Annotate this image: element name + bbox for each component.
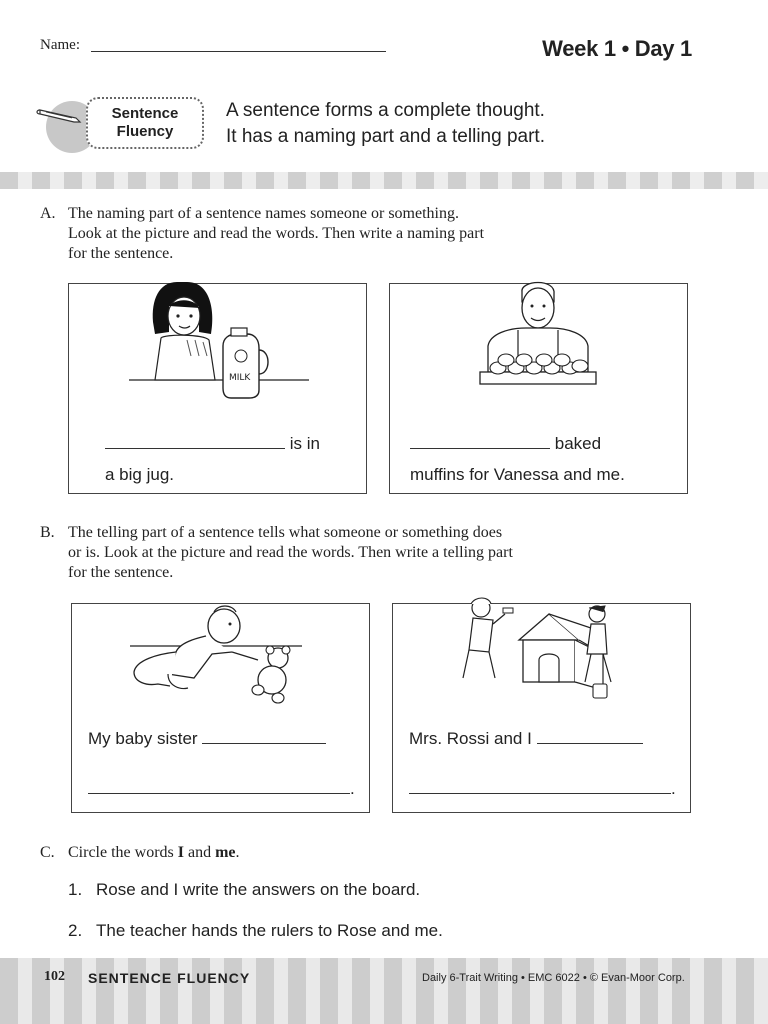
answer-blank[interactable] — [537, 743, 643, 744]
footer-band — [0, 958, 768, 1024]
intro-text — [226, 98, 545, 150]
intro-line-2: It has a naming part and a telling part. — [226, 126, 545, 147]
sentence-line-1 — [105, 434, 320, 454]
word-i: I — [177, 844, 184, 861]
list-item — [68, 921, 443, 941]
instruction-line: Look at the picture and read the words. Then write a naming part — [68, 225, 485, 242]
sentence-line-2: a big jug. — [105, 465, 174, 484]
answer-blank[interactable] — [409, 793, 671, 794]
instruction-period: . — [235, 844, 240, 861]
instruction-line: The telling part of a sentence tells what someone or something does — [68, 524, 503, 541]
stripe-divider — [0, 172, 768, 189]
week-day-heading: Week 1 • Day 1 — [542, 36, 692, 61]
sentence-text: Mrs. Rossi and I — [409, 729, 532, 748]
sentence-line-2 — [88, 779, 355, 799]
answer-blank[interactable] — [202, 743, 326, 744]
item-number: 2. — [68, 921, 83, 940]
instruction-text: Circle the words — [68, 844, 174, 861]
girl-with-milk-jug-icon — [125, 276, 315, 406]
item-text[interactable]: The teacher hands the rulers to Rose and me. — [96, 921, 443, 940]
name-label: Name: — [40, 37, 80, 53]
list-item — [68, 880, 420, 900]
sentence-line-2: muffins for Vanessa and me. — [410, 465, 625, 484]
section-b-instructions — [40, 523, 680, 585]
section-letter: B. — [40, 524, 55, 541]
section-letter: C. — [40, 844, 55, 861]
page-number: 102 — [44, 969, 65, 984]
kids-building-doghouse-icon — [453, 590, 633, 710]
instruction-text: and — [187, 844, 212, 861]
sentence-text: baked — [554, 434, 602, 453]
sentence-fluency-badge — [86, 97, 204, 149]
instruction-line: The naming part of a sentence names someone or something. — [68, 205, 459, 222]
sentence-end: . — [350, 779, 355, 798]
exercise-box-a1 — [68, 283, 367, 494]
sentence-line-2 — [409, 779, 676, 799]
sentence-text: My baby sister — [88, 729, 198, 748]
instruction-line: for the sentence. — [68, 245, 174, 262]
word-me: me — [215, 844, 236, 861]
answer-blank[interactable] — [410, 448, 550, 449]
section-a-instructions — [40, 204, 660, 266]
footer-credit: Daily 6-Trait Writing • EMC 6022 • © Evan-Moor Corp. — [422, 972, 685, 984]
footer-title: SENTENCE FLUENCY — [88, 970, 251, 986]
baby-with-teddy-bear-icon — [128, 594, 308, 709]
pen-icon — [36, 104, 84, 128]
badge-line-2: Fluency — [116, 123, 174, 140]
sentence-end: . — [671, 779, 676, 798]
sentence-line-1 — [409, 729, 643, 749]
exercise-box-a2 — [389, 283, 688, 494]
sentence-line-1 — [88, 729, 326, 749]
sentence-text: is in — [289, 434, 320, 453]
intro-line-1: A sentence forms a complete thought. — [226, 100, 545, 121]
answer-blank[interactable] — [105, 448, 285, 449]
exercise-box-b2 — [392, 603, 691, 813]
section-c-instructions — [40, 843, 440, 865]
answer-blank[interactable] — [88, 793, 350, 794]
section-letter: A. — [40, 205, 56, 222]
badge-line-1: Sentence — [111, 105, 179, 122]
man-with-muffin-tray-icon — [468, 274, 608, 409]
sentence-line-1 — [410, 434, 601, 454]
item-text[interactable]: Rose and I write the answers on the board. — [96, 880, 421, 899]
item-number: 1. — [68, 880, 83, 899]
jug-label: MILK — [229, 373, 251, 383]
instruction-line: for the sentence. — [68, 564, 174, 581]
exercise-box-b1 — [71, 603, 370, 813]
instruction-line: or is. Look at the picture and read the words. Then write a telling part — [68, 544, 513, 561]
name-field[interactable] — [91, 51, 386, 52]
